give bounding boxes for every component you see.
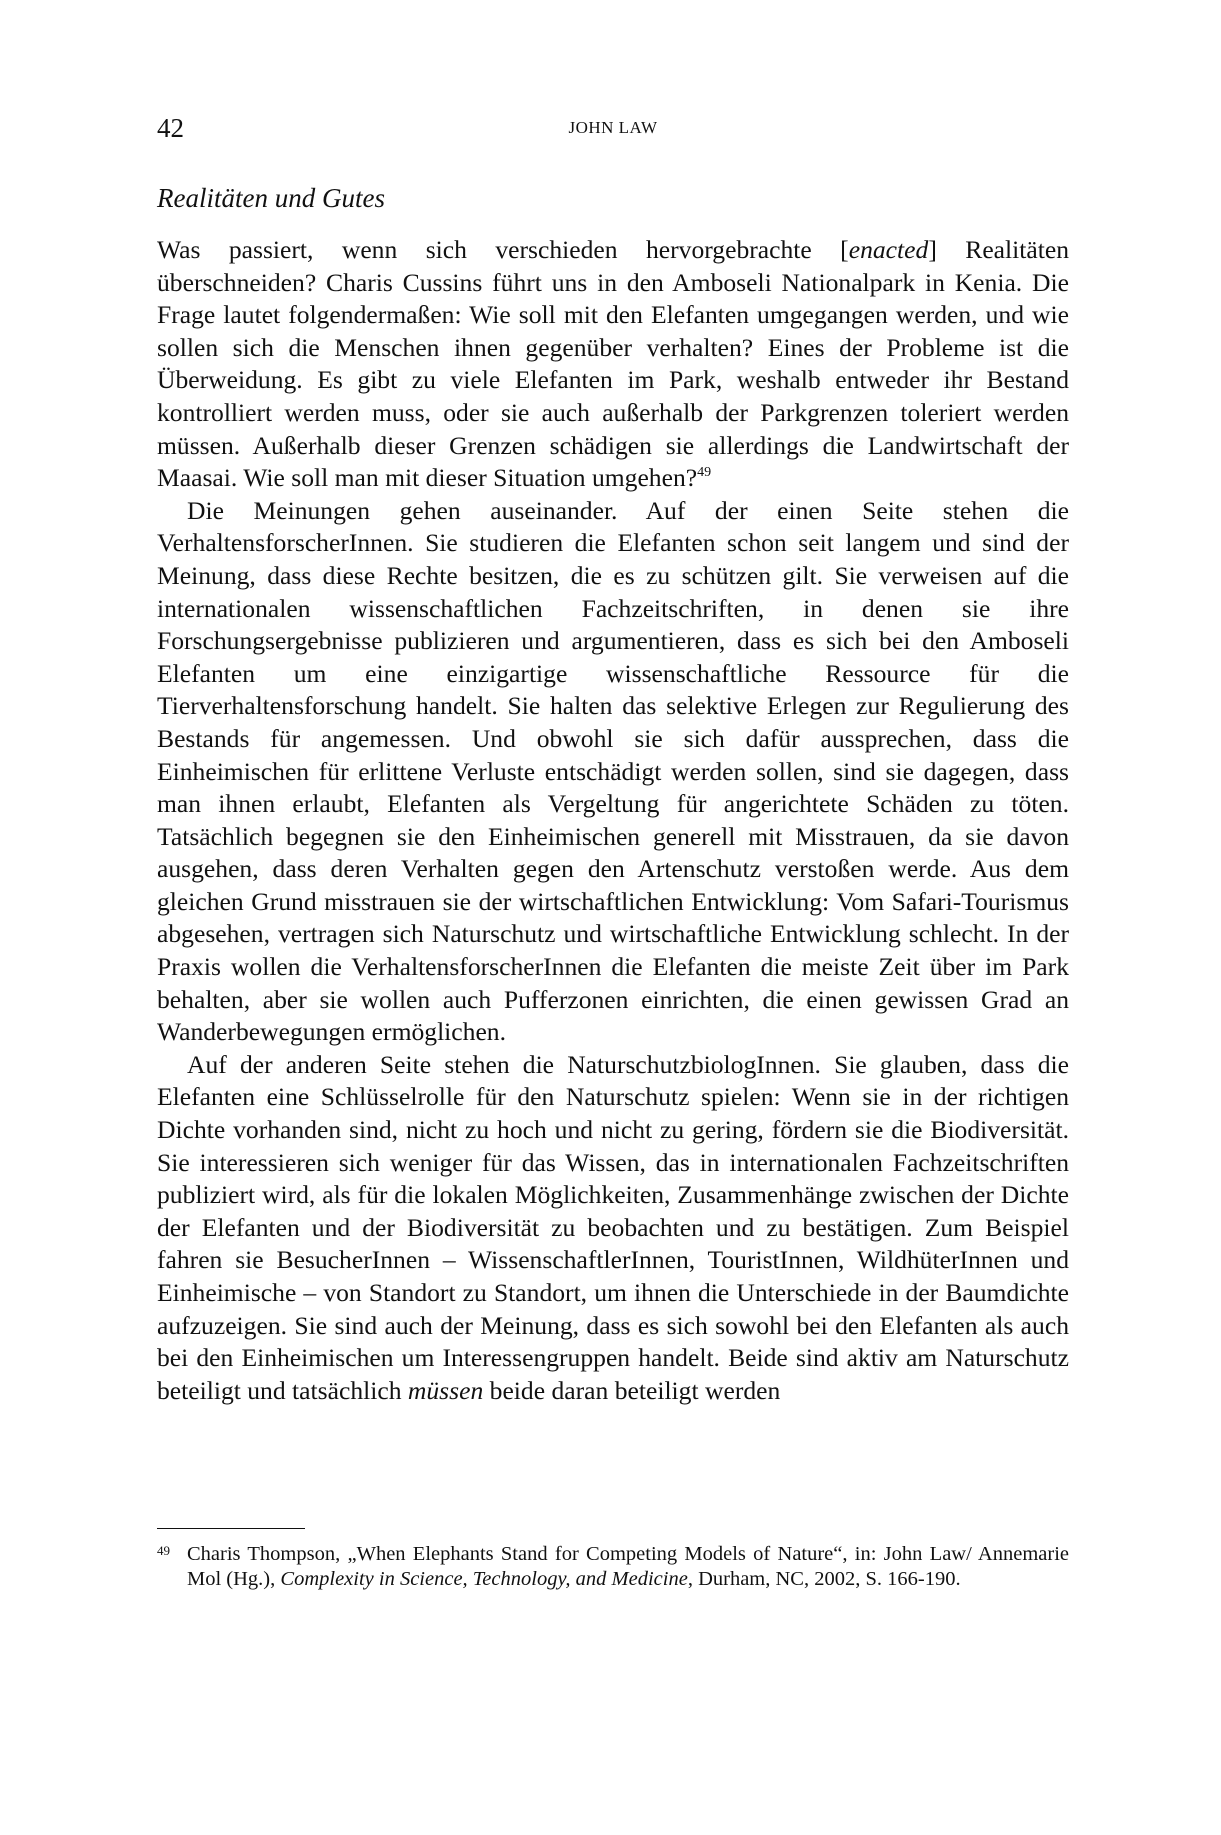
footnote-text-b: , Durham, NC, 2002, S. 166-190. — [687, 1568, 961, 1590]
page-number: 42 — [157, 113, 184, 143]
paragraph-2: Die Meinungen gehen auseinander. Auf der einen Seite stehen die VerhaltensforscherInnen. Sie studieren die Elefanten schon seit langem und sind der Meinung, dass diese Rechte besitzen, die es zu schützen gilt. Sie verweisen auf die internationalen wissenschaftlichen Fachzeitschriften, in denen sie ihre Forschungsergebnisse publizieren und argumentieren, dass es sich bei den Amboseli Elefanten um eine einzigartige wissenschaftliche Ressource für die Tierverhaltensforschung handelt. Sie halten das selektive Erlegen zur Regulierung des Bestands für angemessen. Und obwohl sie sich dafür aussprechen, dass die Einheimischen für erlittene Verluste entschädigt werden sollen, sind sie dagegen, dass man ihnen erlaubt, Elefanten als Vergeltung für angerichtete Schäden zu töten. Tatsächlich begegnen sie den Einheimischen generell mit Misstrauen, da sie davon ausgehen, dass deren Verhalten gegen den Artenschutz verstoßen werde. Aus dem gleichen Grund misstrauen sie der wirtschaftlichen Entwicklung: Vom Safari-Tourismus abgesehen, vertragen sich Naturschutz und wirtschaftliche Entwicklung schlecht. In der Praxis wollen die VerhaltensforscherInnen die Elefanten die meiste Zeit über im Park behalten, aber sie wollen auch Pufferzonen einrichten, die einen gewissen Grad an Wanderbewegungen ermöglichen. — [157, 495, 1069, 1047]
body-text — [157, 234, 1069, 1407]
footnote-reference[interactable]: 49 — [697, 465, 712, 481]
footnote-book-title: Complexity in Science, Technology, and Medicine — [280, 1568, 688, 1590]
paragraph-3-italic-word: müssen — [407, 1375, 484, 1405]
footnote-separator — [157, 1528, 305, 1529]
paragraph-1 — [157, 234, 1069, 495]
paragraph-1-text-a: Was passiert, wenn sich verschieden hervorgebrachte [ — [157, 235, 849, 264]
book-page — [157, 0, 1069, 1835]
paragraph-3-text-b: beide daran beteiligt werden — [483, 1375, 781, 1405]
footnote-text — [187, 1542, 1069, 1592]
paragraph-3 — [157, 1049, 1069, 1408]
paragraph-1-text-b: ] Realitäten überschneiden? Charis Cussins führt uns in den Amboseli Nationalpark in Kenia. Die Frage lautet folgendermaßen: Wie soll mit den Elefanten umgegangen werden, und wie sollen sich die Menschen ihnen gegenüber verhalten? Eines der Probleme ist die Überweidung. Es gibt zu viele Elefanten im Park, weshalb entweder ihr Bestand kontrolliert werden muss, oder sie auch außerhalb der Parkgrenzen toleriert werden müssen. Außerhalb dieser Grenzen schädigen sie allerdings die Landwirtschaft der Maasai. Wie soll man mit dieser Situation umgehen? — [157, 235, 1070, 493]
footnote-marker: 49 — [157, 1543, 170, 1558]
footnote-text-a: Charis Thompson, „When Elephants Stand for Competing Models of Nature“, in: John Law/ Annemarie Mol (Hg.), — [187, 1543, 1069, 1590]
running-head — [157, 108, 1069, 148]
section-heading: Realitäten und Gutes — [157, 183, 385, 213]
paragraph-1-italic-term: enacted — [848, 235, 929, 264]
running-title: JOHN LAW — [568, 118, 658, 137]
paragraph-3-text-a: Auf der anderen Seite stehen die NaturschutzbiologInnen. Sie glauben, dass die Elefanten eine Schlüsselrolle für den Naturschutz spielen: Wenn sie in der richtigen Dichte vorhanden sind, nicht zu hoch und nicht zu gering, fördern sie die Biodiversität. Sie interessieren sich weniger für das Wissen, das in internationalen Fachzeitschriften publiziert wird, als für die lokalen Möglichkeiten, Zusammenhänge zwischen der Dichte der Elefanten und der Biodiversität zu beobachten und zu bestätigen. Zum Beispiel fahren sie BesucherInnen – WissenschaftlerInnen, TouristInnen, WildhüterInnen und Einheimische – von Standort zu Standort, um ihnen die Unterschiede in der Baumdichte aufzuzeigen. Sie sind auch der Meinung, dass es sich sowohl bei den Elefanten als auch bei den Einheimischen um Interessengruppen handelt. Beide sind aktiv am Naturschutz beteiligt und tatsächlich — [157, 1049, 1069, 1405]
footnote — [157, 1542, 1069, 1592]
